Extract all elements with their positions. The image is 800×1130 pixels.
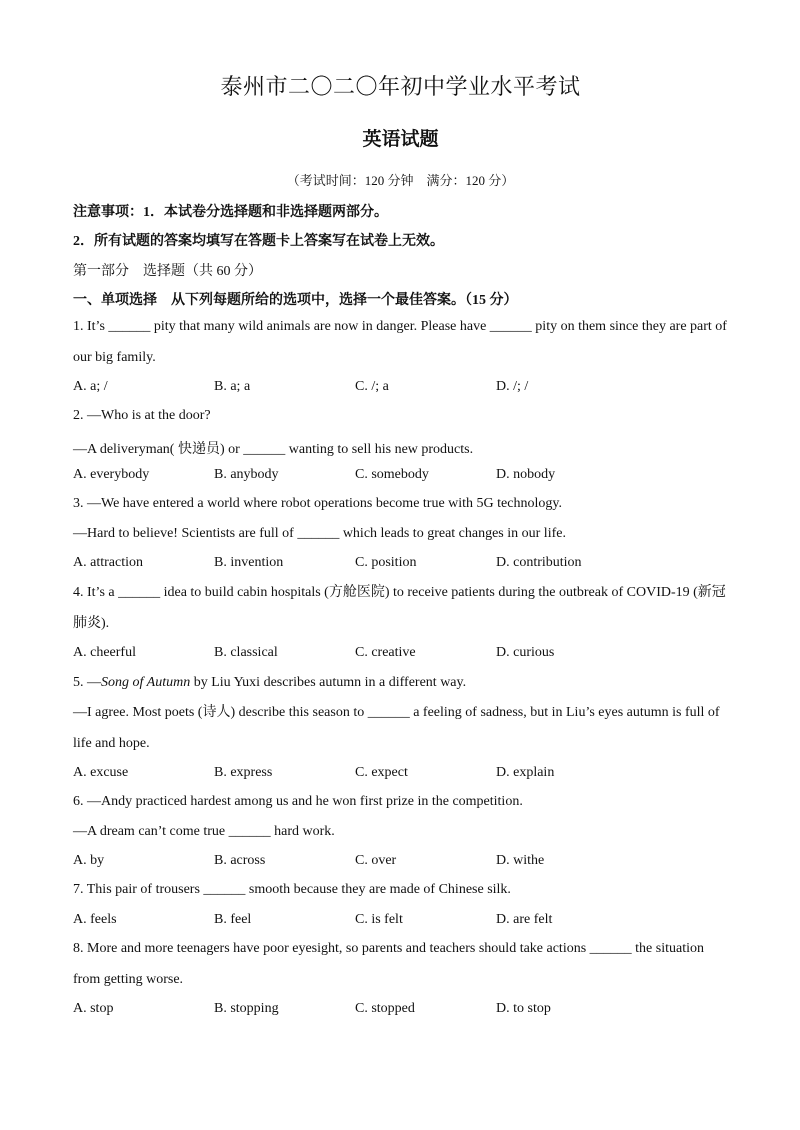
option-d: D. are felt [496,912,553,927]
option-c: C. creative [355,645,416,660]
question-5-reply: —I agree. Most poets (诗人) describe this season to ______ a feeling of sadness, but in Liu’s eyes autumn is full of life and hope. [73,705,720,751]
option-a: A. stop [73,1001,114,1016]
option-c: C. somebody [355,467,429,482]
option-a: A. cheerful [73,645,136,660]
option-d: D. /; / [496,379,529,394]
option-c: C. expect [355,765,408,780]
option-a: A. feels [73,912,117,927]
question-2-reply: —A deliveryman( 快递员) or ______ wanting to sell his new products. [73,442,474,457]
exam-info: （考试时间：120 分钟 满分：120 分） [286,173,515,188]
option-c: C. is felt [355,912,403,927]
exam-subtitle: 英语试题 [362,129,439,150]
option-a: A. a; / [73,379,108,394]
option-d: D. explain [496,765,555,780]
question-5-stem-suffix: by Liu Yuxi describes autumn in a different way. [190,675,467,690]
question-7-stem: 7. This pair of trousers ______ smooth because they are made of Chinese silk. [73,882,511,897]
question-5-stem-prefix: 5. — [73,675,101,690]
option-c: C. /; a [355,379,389,394]
question-1-stem: 1. It’s ______ pity that many wild animals are now in danger. Please have ______ pity on them since they are part of our big family. [73,319,727,365]
option-d: D. contribution [496,555,582,570]
option-d: D. withe [496,853,545,868]
section-part: 第一部分 选择题（共 60 分） [73,264,262,279]
option-b: B. classical [214,645,278,660]
notes-line-2: 2．所有试题的答案均填写在答题卡上答案写在试卷上无效。 [73,234,444,249]
option-b: B. invention [214,555,284,570]
option-a: A. attraction [73,555,143,570]
section-heading: 一、单项选择 从下列每题所给的选项中，选择一个最佳答案。（15 分） [73,293,518,308]
option-b: B. express [214,765,273,780]
question-3-reply: —Hard to believe! Scientists are full of ______ which leads to great changes in our life. [73,526,566,541]
option-d: D. nobody [496,467,556,482]
question-5-stem [73,675,466,691]
exam-title: 泰州市二〇二〇年初中学业水平考试 [220,74,581,99]
question-4-stem: 4. It’s a ______ idea to build cabin hospitals (方舱医院) to receive patients during the outbreak of COVID-19 (新冠肺炎). [73,585,726,631]
question-6-stem: 6. —Andy practiced hardest among us and he won first prize in the competition. [73,794,523,809]
question-8-stem: 8. More and more teenagers have poor eyesight, so parents and teachers should take actions ______ the situation from getting worse. [73,941,704,987]
option-a: A. by [73,853,105,868]
question-6-reply: —A dream can’t come true ______ hard work. [73,824,335,839]
notes-line-1: 注意事项：1．本试卷分选择题和非选择题两部分。 [73,205,388,220]
option-c: C. over [355,853,397,868]
option-c: C. position [355,555,417,570]
option-b: B. stopping [214,1001,279,1016]
question-3-stem: 3. —We have entered a world where robot operations become true with 5G technology. [73,496,562,511]
option-b: B. across [214,853,266,868]
question-2-stem: 2. —Who is at the door? [73,408,211,423]
option-a: A. everybody [73,467,150,482]
option-b: B. feel [214,912,252,927]
question-5-poem-title: Song of Autumn [101,675,191,690]
option-d: D. curious [496,645,555,660]
option-c: C. stopped [355,1001,415,1016]
option-b: B. anybody [214,467,279,482]
option-d: D. to stop [496,1001,551,1016]
option-a: A. excuse [73,765,129,780]
option-b: B. a; a [214,379,251,394]
